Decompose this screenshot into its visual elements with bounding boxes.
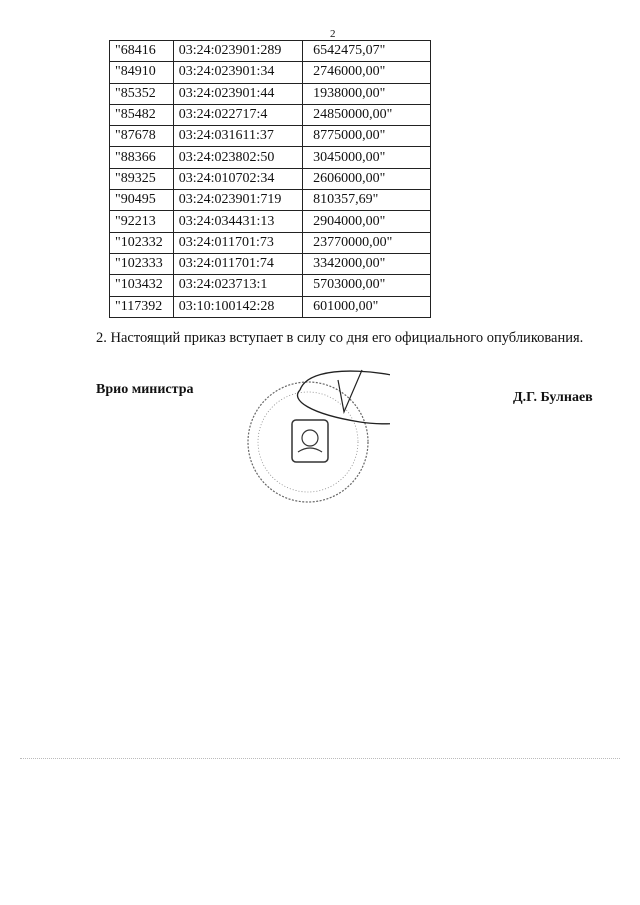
signatory-title: Врио министра: [96, 382, 194, 397]
table-row: [110, 41, 431, 62]
cadastral-value-cell: 24850000,00": [303, 104, 431, 125]
cadastral-value-cell: 601000,00": [303, 296, 431, 317]
object-id-cell: "103432: [110, 275, 174, 296]
table-row: [110, 104, 431, 125]
cadastral-number-cell: 03:10:100142:28: [173, 296, 302, 317]
cadastral-value-cell: 2904000,00": [303, 211, 431, 232]
table-row: [110, 296, 431, 317]
order-paragraph: 2. Настоящий приказ вступает в силу со дня его официального опубликования.: [96, 330, 584, 346]
table-row: [110, 126, 431, 147]
object-id-cell: "90495: [110, 190, 174, 211]
object-id-cell: "117392: [110, 296, 174, 317]
object-id-cell: "88366: [110, 147, 174, 168]
table-row: [110, 275, 431, 296]
table-row: [110, 83, 431, 104]
object-id-cell: "84910: [110, 62, 174, 83]
cadastral-value-cell: 3342000,00": [303, 253, 431, 274]
coat-of-arms-base: [298, 448, 322, 452]
cadastral-number-cell: 03:24:023802:50: [173, 147, 302, 168]
object-id-cell: "68416: [110, 41, 174, 62]
page-number: 2: [330, 28, 336, 40]
table-row: [110, 168, 431, 189]
table-row: [110, 147, 431, 168]
cadastral-value-cell: 2746000,00": [303, 62, 431, 83]
object-id-cell: "87678: [110, 126, 174, 147]
cadastral-number-cell: 03:24:023901:34: [173, 62, 302, 83]
scan-noise-line: [20, 758, 620, 761]
cadastral-number-cell: 03:24:011701:73: [173, 232, 302, 253]
cadastral-number-cell: 03:24:011701:74: [173, 253, 302, 274]
cadastral-value-cell: 2606000,00": [303, 168, 431, 189]
cadastral-number-cell: 03:24:023713:1: [173, 275, 302, 296]
coat-of-arms-emblem: [302, 430, 318, 446]
signature-loop: [298, 371, 391, 424]
cadastral-value-cell: 8775000,00": [303, 126, 431, 147]
object-id-cell: "89325: [110, 168, 174, 189]
cadastral-number-cell: 03:24:031611:37: [173, 126, 302, 147]
cadastral-number-cell: 03:24:010702:34: [173, 168, 302, 189]
table-row: [110, 232, 431, 253]
table-row: [110, 62, 431, 83]
official-seal-stamp: [240, 350, 390, 520]
table-row: [110, 190, 431, 211]
cadastral-number-cell: 03:24:022717:4: [173, 104, 302, 125]
cadastral-value-cell: 6542475,07": [303, 41, 431, 62]
object-id-cell: "92213: [110, 211, 174, 232]
object-id-cell: "102332: [110, 232, 174, 253]
cadastral-value-cell: 5703000,00": [303, 275, 431, 296]
signatory-name: Д.Г. Булнаев: [513, 390, 593, 405]
cadastral-value-cell: 23770000,00": [303, 232, 431, 253]
cadastral-value-cell: 1938000,00": [303, 83, 431, 104]
object-id-cell: "85352: [110, 83, 174, 104]
cadastral-number-cell: 03:24:023901:44: [173, 83, 302, 104]
cadastral-number-cell: 03:24:023901:719: [173, 190, 302, 211]
coat-of-arms-shield: [292, 420, 328, 462]
cadastral-value-table: [109, 40, 431, 318]
table-row: [110, 253, 431, 274]
cadastral-number-cell: 03:24:023901:289: [173, 41, 302, 62]
object-id-cell: "102333: [110, 253, 174, 274]
seal-outer-ring: [248, 382, 368, 502]
signature-stroke: [338, 370, 362, 412]
cadastral-value-cell: 3045000,00": [303, 147, 431, 168]
table-row: [110, 211, 431, 232]
object-id-cell: "85482: [110, 104, 174, 125]
cadastral-value-cell: 810357,69": [303, 190, 431, 211]
cadastral-number-cell: 03:24:034431:13: [173, 211, 302, 232]
